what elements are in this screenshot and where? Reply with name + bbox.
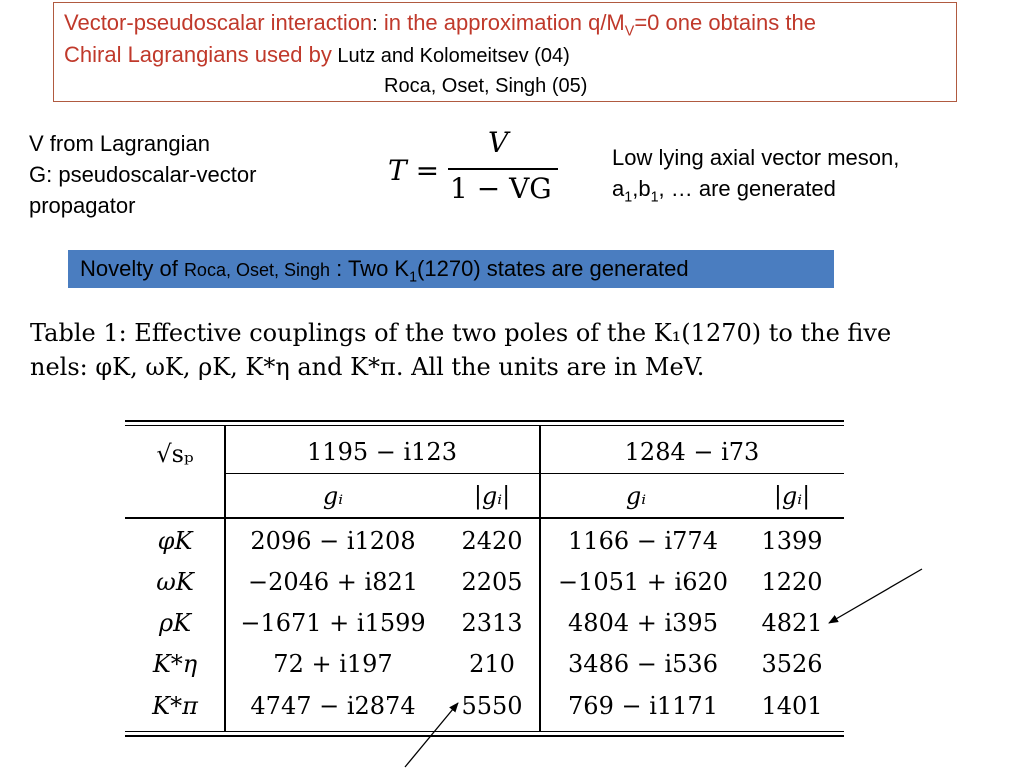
row-abs-g2: 1399 [761,527,823,555]
arrow-to-4821 [829,569,922,623]
formula-denominator: 1 − VG [450,172,552,205]
row-abs-g2: 1220 [761,568,823,596]
row-g2: 3486 − i536 [568,650,718,678]
row-g1: 2096 − i1208 [250,527,416,555]
row-channel: φK [157,527,193,555]
row-abs-g2: 3526 [761,650,823,678]
header-line1-post: =0 one obtains the [634,10,816,35]
row-g1: 72 + i197 [273,650,393,678]
row-abs-g2: 4821 [761,609,823,637]
header-line2-red: Chiral Lagrangians used by [64,42,332,67]
row-g1: −2046 + i821 [247,568,419,596]
axial-line-2: $a_1,b_1$, … are generated [612,176,836,206]
header-line2-black: Lutz and Kolomeitsev (04) [331,45,570,67]
novelty-sub: 1 [409,269,418,286]
subheader-g1: gᵢ [322,482,344,510]
definition-propagator: propagator [29,193,136,218]
header-sub-v: V [624,23,635,40]
header-line-3: Roca, Oset, Singh (05) [384,75,588,97]
pole-2-header: 1284 − i73 [624,438,760,466]
caption-line-1: Table 1: Effective couplings of the two poles of the K₁(1270) to the five [30,319,892,347]
row-abs-g2: 1401 [761,692,823,720]
row-abs-g1: 5550 [461,692,523,720]
row-channel: ωK [156,568,194,596]
row-g2: 4804 + i395 [568,609,718,637]
row-g1: 4747 − i2874 [250,692,416,720]
row-g2: 1166 − i774 [568,527,718,555]
subheader-abs-g1: |gᵢ| [473,482,511,510]
definition-g: G: pseudoscalar-vector [29,162,257,187]
header-line1-pre: in the approximation q/M [377,10,625,35]
header-title: Vector-pseudoscalar interaction [64,10,373,35]
row-channel: K*π [152,692,198,720]
table-corner-header: √sₚ [156,440,194,468]
caption-line-2: nels: φK, ωK, ρK, K*η and K*π. All the units are in MeV. [30,353,705,381]
subheader-abs-g2: |gᵢ| [773,482,811,510]
axial-line-1: Low lying axial vector meson, [612,145,900,170]
arrow-to-5550 [405,703,458,767]
row-abs-g1: 210 [469,650,515,678]
row-channel: K*η [152,650,198,678]
novelty-authors: Roca, Oset, Singh [183,260,331,280]
row-g2: −1051 + i620 [557,568,729,596]
novelty-suffix: (1270) states are generated [417,256,689,281]
row-g2: 769 − i1171 [568,692,718,720]
row-g1: −1671 + i1599 [240,609,426,637]
novelty-prefix: Novelty of [80,256,184,281]
row-abs-g1: 2205 [461,568,523,596]
header-colon: : [372,13,378,35]
formula-numerator: V [488,126,509,159]
subheader-g2: gᵢ [625,482,647,510]
row-abs-g1: 2313 [461,609,523,637]
pole-1-header: 1195 − i123 [307,438,457,466]
formula-lhs: T = [388,154,440,187]
row-channel: ρK [158,609,192,637]
definition-v: V from Lagrangian [29,131,210,156]
novelty-mid: : Two K [330,256,410,281]
row-abs-g1: 2420 [461,527,523,555]
